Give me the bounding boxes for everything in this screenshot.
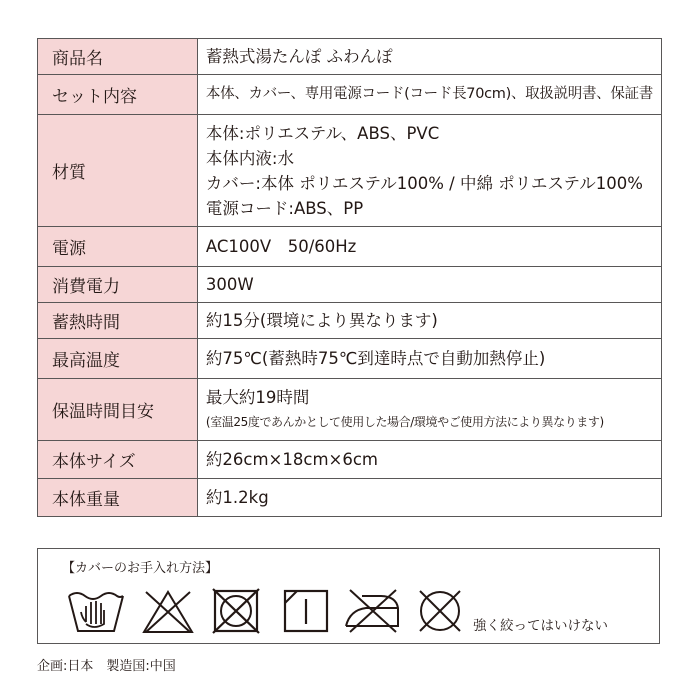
origin-text: 企画:日本 製造国:中国 <box>37 659 176 674</box>
spec-value <box>197 479 661 517</box>
spec-value <box>197 39 661 75</box>
spec-row <box>38 75 662 115</box>
spec-label: 本体重量 <box>38 479 198 517</box>
spec-value-line: 最大約19時間 <box>205 387 310 407</box>
spec-value-line: 約26cm×18cm×6cm <box>205 450 378 469</box>
spec-row <box>38 39 662 75</box>
spec-value <box>197 379 661 441</box>
spec-row <box>38 227 662 267</box>
spec-label: 消費電力 <box>38 267 198 303</box>
no-bleach-icon <box>140 586 196 636</box>
spec-value-line: 本体、カバー、専用電源コード(コード長70cm)、取扱説明書、保証書 <box>205 86 653 102</box>
line-dry-shade-icon <box>278 586 334 636</box>
care-note: 強く絞ってはいけない <box>473 618 608 634</box>
spec-value <box>197 267 661 303</box>
spec-value <box>197 75 661 115</box>
spec-label: 保温時間目安 <box>38 379 198 441</box>
spec-value-line: 300W <box>205 275 254 294</box>
spec-label: 最高温度 <box>38 339 198 379</box>
spec-value-line: 本体:ポリエステル、ABS、PVC <box>205 123 440 143</box>
spec-value-line: 蓄熱式湯たんぽ ふわんぽ <box>205 47 393 66</box>
spec-row <box>38 267 662 303</box>
spec-label: 本体サイズ <box>38 441 198 479</box>
spec-value-line: 約1.2kg <box>205 488 269 507</box>
spec-value <box>197 441 661 479</box>
care-title: 【カバーのお手入れ方法】 <box>62 561 219 576</box>
spec-row <box>38 115 662 227</box>
spec-value-line: 約75℃(蓄熱時75℃到達時点で自動加熱停止) <box>205 349 546 368</box>
spec-value <box>197 339 661 379</box>
spec-value-note: (室温25度であんかとして使用した場合/環境やご使用方法により異なります) <box>205 414 604 429</box>
spec-value-line: カバー:本体 ポリエステル100% / 中綿 ポリエステル100% <box>205 173 643 193</box>
spec-label: セット内容 <box>38 75 198 115</box>
spec-table <box>37 38 662 517</box>
spec-row <box>38 379 662 441</box>
spec-value-line: AC100V 50/60Hz <box>205 237 357 256</box>
spec-row <box>38 303 662 339</box>
spec-row <box>38 479 662 517</box>
spec-row <box>38 441 662 479</box>
spec-label: 材質 <box>38 115 198 227</box>
hand-wash-30-icon <box>66 586 126 636</box>
no-ironing-icon <box>340 586 406 636</box>
spec-label: 蓄熱時間 <box>38 303 198 339</box>
spec-value-line: 電源コード:ABS、PP <box>205 198 364 218</box>
spec-label: 商品名 <box>38 39 198 75</box>
spec-value <box>197 115 661 227</box>
spec-value-line: 約15分(環境により異なります) <box>205 311 438 330</box>
spec-value-line: 本体内液:水 <box>205 148 294 168</box>
spec-value <box>197 227 661 267</box>
no-dry-clean-icon <box>412 586 468 636</box>
no-tumble-dry-icon <box>208 586 264 636</box>
spec-label: 電源 <box>38 227 198 267</box>
spec-row <box>38 339 662 379</box>
spec-value <box>197 303 661 339</box>
care-instructions-box <box>37 548 660 644</box>
